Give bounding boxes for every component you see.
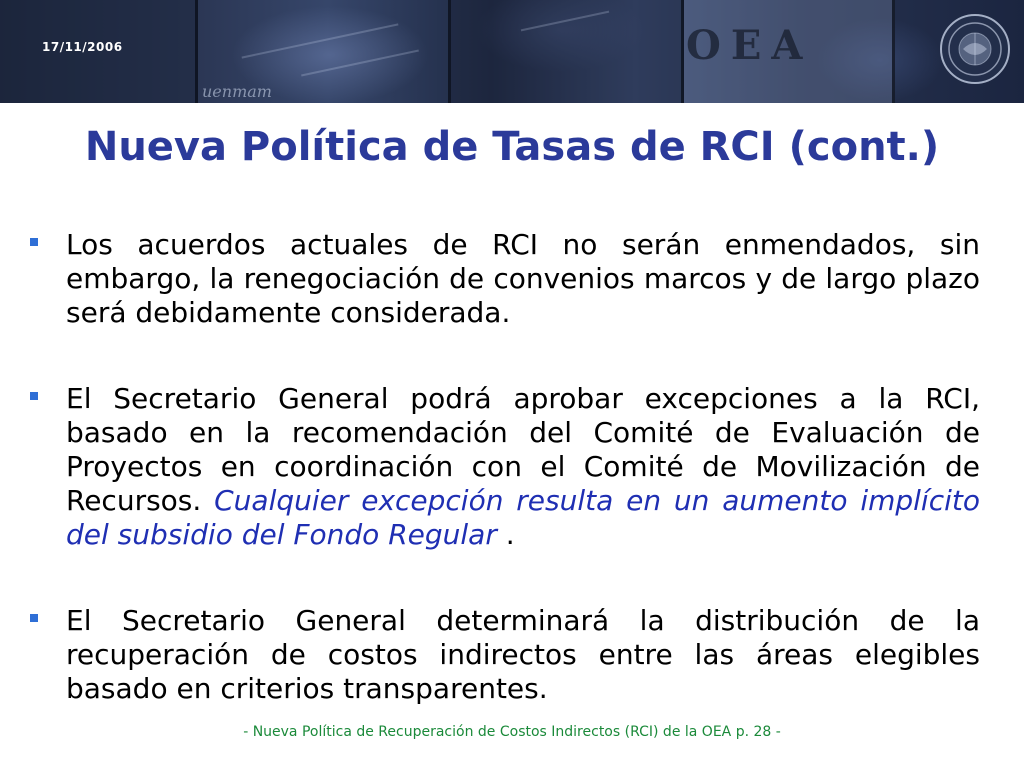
bullet-tail-text: . xyxy=(496,518,515,551)
bullet-item xyxy=(30,382,980,552)
oea-logo: OEA xyxy=(686,22,813,69)
square-bullet-icon xyxy=(30,614,38,622)
bullet-list xyxy=(30,228,980,758)
banner-panel xyxy=(451,0,684,103)
slide-footer: - Nueva Política de Recuperación de Costos Indirectos (RCI) de la OEA p. 28 - xyxy=(243,724,781,740)
bullet-text: Los acuerdos actuales de RCI no serán enmendados, sin embargo, la renegociación de convenios marcos y de largo plazo será debidamente considerada. xyxy=(66,228,980,329)
square-bullet-icon xyxy=(30,238,38,246)
banner-script-text: uenmam xyxy=(202,82,272,101)
bullet-text: El Secretario General determinará la distribución de la recuperación de costos indirectos entre las áreas elegibles basado en criterios transparentes. xyxy=(66,604,980,705)
oas-seal-icon xyxy=(938,12,1012,86)
bullet-text: El Secretario General podrá aprobar excepciones a la RCI, basado en la recomendación del Comité de Evaluación de Proyectos en coordinación con el Comité de Movilización de Recursos. xyxy=(66,382,980,517)
bullet-item xyxy=(30,228,980,330)
bullet-item xyxy=(30,604,980,706)
slide-date: 17/11/2006 xyxy=(42,40,123,54)
slide-title: Nueva Política de Tasas de RCI (cont.) xyxy=(84,124,940,170)
square-bullet-icon xyxy=(30,392,38,400)
header-banner xyxy=(0,0,1024,103)
bullet-emphasis-text: Cualquier excepción resulta en un aumento implícito del subsidio del Fondo Regular xyxy=(66,484,980,551)
